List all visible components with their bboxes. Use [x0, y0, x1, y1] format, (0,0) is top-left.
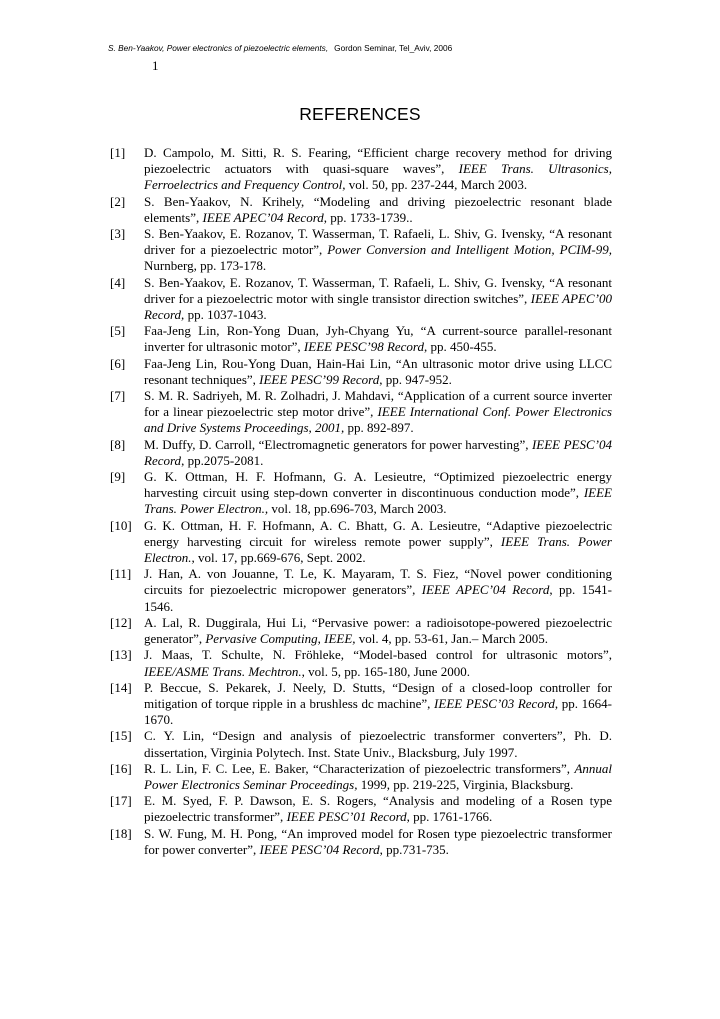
- reference-text-segment: J. Maas, T. Schulte, N. Fröhleke, “Model-based control for ultrasonic motors”,: [144, 647, 612, 663]
- reference-text: [144, 437, 612, 468]
- reference-number: [16]: [110, 760, 132, 776]
- reference-text: [144, 680, 612, 727]
- reference-source: IEEE International Conf. Power Electronics and Drive Systems Proceedings, 2001,: [144, 404, 612, 436]
- reference-source: Pervasive Computing, IEEE,: [205, 631, 356, 647]
- reference-item: [110, 518, 612, 567]
- reference-item: [110, 793, 612, 825]
- reference-text: [144, 388, 612, 435]
- reference-number: [6]: [110, 355, 126, 371]
- reference-source: IEEE PESC’04 Record: [144, 436, 612, 468]
- reference-item: [110, 647, 612, 679]
- reference-number: [4]: [110, 274, 126, 290]
- reference-text-segment: 1999, pp. 219-225, Virginia, Blacksburg.: [357, 776, 574, 792]
- reference-source: IEEE APEC’00 Record,: [144, 290, 612, 323]
- reference-item: [110, 615, 612, 647]
- reference-text: [144, 145, 612, 192]
- reference-item: [110, 566, 612, 615]
- reference-text: [144, 469, 612, 516]
- reference-text: [144, 761, 612, 792]
- reference-text-segment: S. W. Fung, M. H. Pong, “An improved model for Rosen type piezoelectric transformer for power converter”,: [144, 825, 612, 857]
- reference-text-segment: G. K. Ottman, H. F. Hofmann, G. A. Lesieutre, “Optimized piezoelectric energy harvesting circuit using step-down converter in discontinuous conduction mode”,: [144, 469, 612, 501]
- reference-text-segment: , pp.2075-2081.: [181, 452, 264, 468]
- reference-source: IEEE PESC’04 Record: [259, 841, 380, 857]
- reference-item: [110, 145, 612, 194]
- reference-text: [144, 728, 612, 759]
- reference-text-segment: , pp. 1761-1766.: [406, 809, 493, 825]
- reference-item: [110, 323, 612, 355]
- reference-text-segment: , pp. 1664-1670.: [144, 695, 612, 728]
- reference-text: [144, 566, 612, 613]
- reference-item: [110, 826, 612, 858]
- reference-number: [14]: [110, 679, 132, 695]
- reference-text-segment: vol. 50, pp. 237-244, March 2003.: [345, 177, 528, 193]
- reference-item: [110, 680, 612, 729]
- reference-number: [17]: [110, 793, 132, 809]
- reference-item: [110, 469, 612, 518]
- reference-text: [144, 826, 612, 857]
- reference-source: Power Conversion and Intelligent Motion, PCIM-99,: [327, 242, 612, 258]
- header-author-title: S. Ben-Yaakov, Power electronics of piezoelectric elements,: [108, 43, 329, 53]
- reference-number: [13]: [110, 647, 132, 663]
- reference-text-segment: S. M. R. Sadriyeh, M. R. Zolhadri, J. Mahdavi, “Application of a current source inverter for a linear piezoelectric step motor drive”,: [144, 388, 612, 420]
- reference-text-segment: vol. 17, pp.669-676, Sept. 2002.: [194, 550, 366, 566]
- reference-source: IEEE PESC’99 Record: [259, 371, 380, 387]
- reference-text: [144, 356, 612, 387]
- reference-text: [144, 793, 612, 824]
- reference-text-segment: M. Duffy, D. Carroll, “Electromagnetic generators for power harvesting”,: [144, 436, 532, 452]
- reference-number: [9]: [110, 469, 126, 485]
- reference-number: [7]: [110, 388, 126, 404]
- reference-text: [144, 323, 612, 354]
- reference-item: [110, 437, 612, 469]
- reference-text-segment: A. Lal, R. Duggirala, Hui Li, “Pervasive power: a radioisotope-powered piezoelectric generator”,: [144, 614, 612, 647]
- reference-item: [110, 194, 612, 226]
- reference-source: IEEE PESC’03 Record: [434, 695, 555, 711]
- reference-number: [11]: [110, 566, 132, 582]
- reference-text-segment: S. Ben-Yaakov, E. Rozanov, T. Wasserman, T. Rafaeli, L. Shiv, G. Ivensky, “A resonant driver for a piezoelectric motor with single transistor direction switches”,: [144, 274, 612, 306]
- reference-text: [144, 226, 612, 273]
- reference-number: [1]: [110, 145, 126, 160]
- reference-number: [2]: [110, 193, 126, 209]
- reference-text-segment: S. Ben-Yaakov, E. Rozanov, T. Wasserman, T. Rafaeli, L. Shiv, G. Ivensky, “A resonant driver for a piezoelectric motor”,: [144, 226, 612, 258]
- reference-text-segment: P. Beccue, S. Pekarek, J. Neely, D. Stutts, “Design of a closed-loop controller for mitigation of torque ripple in a brushless dc machine”,: [144, 679, 612, 711]
- reference-text: [144, 194, 612, 225]
- header-seminar: Gordon Seminar, Tel_Aviv, 2006: [334, 43, 453, 53]
- running-header: [108, 43, 452, 53]
- reference-text-segment: vol. 4, pp. 53-61, Jan.– March 2005.: [355, 631, 548, 647]
- reference-text-segment: , pp. 947-952.: [379, 371, 452, 387]
- reference-text-segment: Faa-Jeng Lin, Rou-Yong Duan, Hain-Hai Lin, “An ultrasonic motor drive using LLCC resonant techniques”,: [144, 355, 612, 387]
- reference-item: [110, 761, 612, 793]
- reference-source: IEEE PESC’98 Record: [303, 339, 425, 355]
- page-number: 1: [152, 58, 159, 73]
- reference-text-segment: J. Han, A. von Jouanne, T. Le, K. Mayaram, T. S. Fiez, “Novel power conditioning circuits for piezoelectric micropower generators”,: [144, 566, 612, 598]
- reference-text-segment: vol. 5, pp. 165-180, June 2000.: [304, 663, 470, 679]
- reference-text-segment: Nurnberg, pp. 173-178.: [144, 258, 267, 274]
- reference-text-segment: G. K. Ottman, H. F. Hofmann, A. C. Bhatt, G. A. Lesieutre, “Adaptive piezoelectric energy harvesting circuit for wireless remote power supply”,: [144, 517, 612, 549]
- reference-number: [18]: [110, 825, 132, 841]
- reference-list: [110, 145, 612, 858]
- reference-number: [10]: [110, 517, 132, 533]
- reference-source: IEEE/ASME Trans. Mechtron.,: [144, 663, 305, 679]
- reference-item: [110, 275, 612, 324]
- reference-item: [110, 388, 612, 437]
- reference-text-segment: pp. 892-897.: [344, 420, 414, 436]
- reference-text-segment: pp. 1037-1043.: [184, 307, 267, 323]
- reference-text-segment: , pp.731-735.: [379, 841, 449, 857]
- reference-text-segment: Faa-Jeng Lin, Ron-Yong Duan, Jyh-Chyang Yu, “A current-source parallel-resonant inverter for ultrasonic motor”,: [144, 323, 612, 355]
- reference-source: IEEE PESC’01 Record: [286, 809, 407, 825]
- reference-text-segment: E. M. Syed, F. P. Dawson, E. S. Rogers, “Analysis and modeling of a Rosen type piezoelectric transformer”,: [144, 793, 612, 825]
- reference-text-segment: , pp. 1541-1546.: [144, 582, 612, 614]
- reference-item: [110, 728, 612, 760]
- reference-source: IEEE APEC’04 Record: [202, 209, 324, 225]
- reference-number: [3]: [110, 226, 126, 242]
- reference-text-segment: , pp. 450-455.: [424, 339, 497, 355]
- reference-source: IEEE Trans. Power Electron.,: [144, 485, 612, 517]
- reference-text-segment: D. Campolo, M. Sitti, R. S. Fearing, “Efficient charge recovery method for driving piezoelectric actuators with quasi-square waves”,: [144, 145, 612, 177]
- reference-number: [8]: [110, 436, 126, 452]
- reference-number: [5]: [110, 323, 126, 339]
- reference-text-segment: S. Ben-Yaakov, N. Krihely, “Modeling and driving piezoelectric resonant blade elements”,: [144, 193, 612, 225]
- reference-number: [12]: [110, 614, 132, 630]
- reference-source: IEEE Trans. Power Electron.,: [144, 533, 612, 566]
- reference-text: [144, 647, 612, 678]
- page-title: REFERENCES: [299, 104, 421, 124]
- reference-source: IEEE APEC’04 Record: [421, 582, 550, 598]
- reference-number: [15]: [110, 728, 132, 744]
- reference-text: [144, 615, 612, 646]
- reference-item: [110, 226, 612, 275]
- reference-item: [110, 356, 612, 388]
- reference-source: Annual Power Electronics Seminar Proceedings,: [144, 760, 612, 792]
- reference-text-segment: C. Y. Lin, “Design and analysis of piezoelectric transformer converters”, Ph. D. dissertation, Virginia Polytech. Inst. State Univ., Blacksburg, July 1997.: [144, 728, 612, 760]
- reference-text-segment: R. L. Lin, F. C. Lee, E. Baker, “Characterization of piezoelectric transformers”,: [144, 760, 575, 776]
- reference-text: [144, 518, 612, 565]
- reference-text: [144, 275, 612, 322]
- reference-source: IEEE Trans. Ultrasonics, Ferroelectrics and Frequency Control,: [144, 161, 612, 193]
- reference-text-segment: , pp. 1733-1739..: [323, 209, 413, 225]
- reference-text-segment: vol. 18, pp.696-703, March 2003.: [268, 501, 447, 517]
